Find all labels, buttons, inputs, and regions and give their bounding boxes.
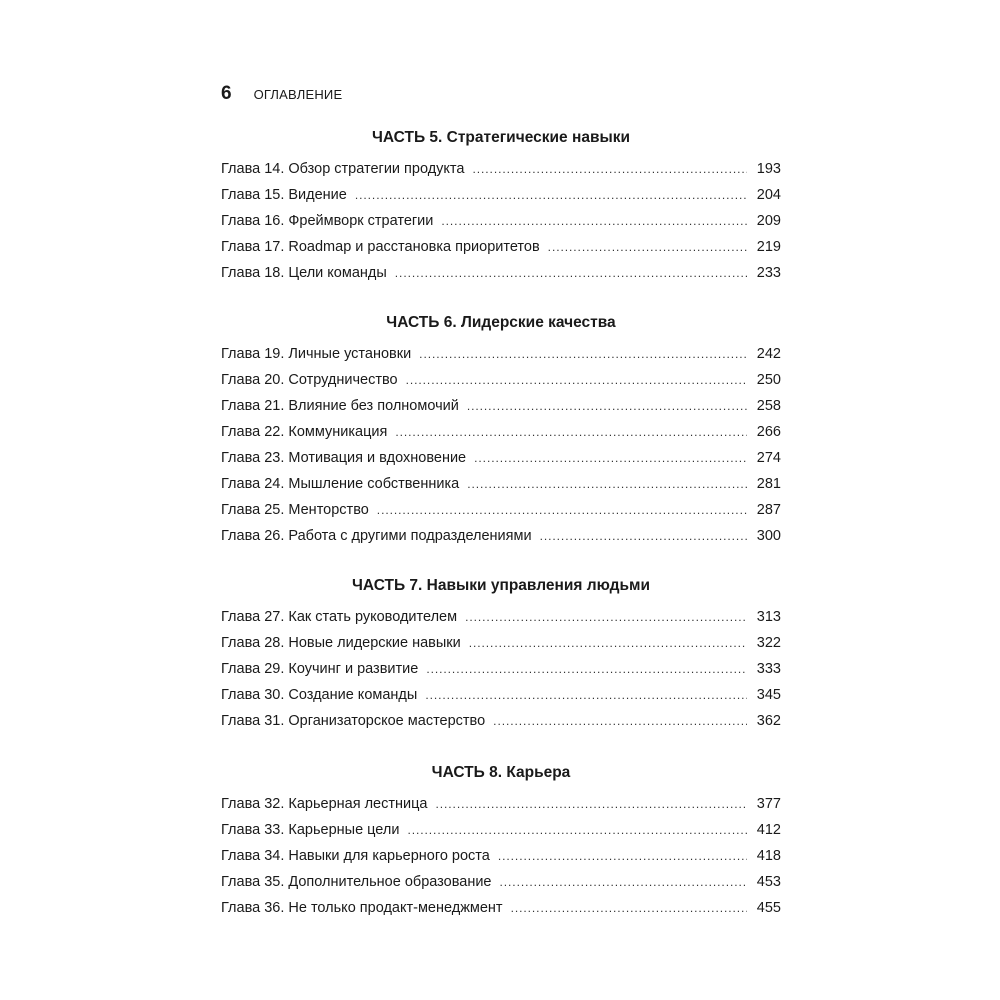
- toc-entry[interactable]: [221, 419, 781, 445]
- entry-page-number: 242: [756, 346, 781, 362]
- entry-title: Глава 34. Навыки для карьерного роста: [221, 848, 490, 864]
- toc-entry[interactable]: [221, 817, 781, 843]
- entry-page-number: 418: [756, 848, 781, 864]
- entry-page-number: 193: [756, 161, 781, 177]
- entry-page-number: 233: [756, 265, 781, 281]
- dot-leader: [426, 656, 747, 682]
- toc-section-part-6: [221, 310, 781, 549]
- entry-title: Глава 20. Сотрудничество: [221, 372, 398, 388]
- toc-entry[interactable]: [221, 234, 781, 260]
- dot-leader: [425, 682, 747, 708]
- toc-entries: [221, 341, 781, 549]
- entry-title: Глава 35. Дополнительное образование: [221, 874, 492, 890]
- dot-leader: [441, 208, 747, 234]
- entry-page-number: 219: [756, 239, 781, 255]
- entry-page-number: 345: [756, 687, 781, 703]
- toc-entry[interactable]: [221, 869, 781, 895]
- entry-title: Глава 15. Видение: [221, 187, 347, 203]
- entry-title: Глава 30. Создание команды: [221, 687, 418, 703]
- dot-leader: [406, 367, 747, 393]
- toc-entry[interactable]: [221, 208, 781, 234]
- page-number: 6: [221, 83, 232, 104]
- entry-title: Глава 27. Как стать руководителем: [221, 609, 458, 625]
- dot-leader: [377, 497, 747, 523]
- toc-entry[interactable]: [221, 260, 781, 286]
- toc-entry[interactable]: [221, 604, 781, 630]
- toc-entry[interactable]: [221, 708, 781, 734]
- entry-page-number: 250: [756, 372, 781, 388]
- dot-leader: [469, 630, 747, 656]
- entry-title: Глава 26. Работа с другими подразделениями: [221, 528, 532, 544]
- entry-page-number: 333: [756, 661, 781, 677]
- toc-entry[interactable]: [221, 182, 781, 208]
- entry-title: Глава 25. Менторство: [221, 502, 369, 518]
- entry-title: Глава 18. Цели команды: [221, 265, 387, 281]
- toc-entries: [221, 156, 781, 286]
- entry-title: Глава 22. Коммуникация: [221, 424, 388, 440]
- dot-leader: [435, 791, 747, 817]
- section-title: ЧАСТЬ 8. Карьера: [431, 764, 571, 781]
- dot-leader: [498, 843, 747, 869]
- entry-title: Глава 32. Карьерная лестница: [221, 796, 428, 812]
- toc-entry[interactable]: [221, 497, 781, 523]
- entry-title: Глава 33. Карьерные цели: [221, 822, 400, 838]
- dot-leader: [472, 156, 747, 182]
- dot-leader: [474, 445, 747, 471]
- entry-page-number: 281: [756, 476, 781, 492]
- running-head: [221, 80, 342, 108]
- entry-page-number: 322: [756, 635, 781, 651]
- dot-leader: [500, 869, 748, 895]
- entry-page-number: 266: [756, 424, 781, 440]
- entry-page-number: 313: [756, 609, 781, 625]
- dot-leader: [467, 471, 747, 497]
- toc-entry[interactable]: [221, 471, 781, 497]
- dot-leader: [511, 895, 747, 921]
- entry-page-number: 412: [756, 822, 781, 838]
- entry-title: Глава 23. Мотивация и вдохновение: [221, 450, 467, 466]
- entry-page-number: 258: [756, 398, 781, 414]
- entry-title: Глава 29. Коучинг и развитие: [221, 661, 419, 677]
- entry-title: Глава 17. Roadmap и расстановка приоритетов: [221, 239, 540, 255]
- toc-entries: [221, 604, 781, 734]
- dot-leader: [419, 341, 747, 367]
- dot-leader: [493, 708, 747, 734]
- entry-title: Глава 31. Организаторское мастерство: [221, 713, 486, 729]
- dot-leader: [540, 523, 747, 549]
- dot-leader: [465, 604, 747, 630]
- toc-entry[interactable]: [221, 895, 781, 921]
- entry-title: Глава 19. Личные установки: [221, 346, 412, 362]
- entry-title: Глава 36. Не только продакт-менеджмент: [221, 900, 503, 916]
- dot-leader: [395, 419, 747, 445]
- section-title: ЧАСТЬ 6. Лидерские качества: [386, 314, 616, 331]
- dot-leader: [467, 393, 747, 419]
- toc-entry[interactable]: [221, 523, 781, 549]
- toc-entry[interactable]: [221, 791, 781, 817]
- toc-section-part-5: [221, 125, 781, 286]
- toc-entry[interactable]: [221, 445, 781, 471]
- dot-leader: [407, 817, 747, 843]
- entry-page-number: 300: [756, 528, 781, 544]
- section-title: ЧАСТЬ 5. Стратегические навыки: [371, 129, 630, 146]
- dot-leader: [395, 260, 747, 286]
- running-title: ОГЛАВЛЕНИЕ: [253, 86, 343, 102]
- entry-page-number: 377: [756, 796, 781, 812]
- entry-title: Глава 16. Фреймворк стратегии: [221, 213, 434, 229]
- entry-page-number: 455: [756, 900, 781, 916]
- entry-page-number: 209: [756, 213, 781, 229]
- toc-entry[interactable]: [221, 843, 781, 869]
- entry-title: Глава 14. Обзор стратегии продукта: [221, 161, 465, 177]
- toc-entry[interactable]: [221, 630, 781, 656]
- dot-leader: [355, 182, 747, 208]
- entry-title: Глава 21. Влияние без полномочий: [221, 398, 459, 414]
- entry-title: Глава 24. Мышление собственника: [221, 476, 460, 492]
- toc-entry[interactable]: [221, 341, 781, 367]
- toc-entry[interactable]: [221, 393, 781, 419]
- entry-page-number: 204: [756, 187, 781, 203]
- toc-entries: [221, 791, 781, 921]
- entry-page-number: 287: [756, 502, 781, 518]
- entry-page-number: 274: [756, 450, 781, 466]
- entry-page-number: 453: [756, 874, 781, 890]
- toc-entry[interactable]: [221, 682, 781, 708]
- dot-leader: [548, 234, 747, 260]
- section-title: ЧАСТЬ 7. Навыки управления людьми: [352, 577, 650, 594]
- toc-entry[interactable]: [221, 367, 781, 393]
- toc-entry[interactable]: [221, 156, 781, 182]
- entry-page-number: 362: [756, 713, 781, 729]
- entry-title: Глава 28. Новые лидерские навыки: [221, 635, 461, 651]
- toc-section-part-7: [221, 573, 781, 734]
- toc-entry[interactable]: [221, 656, 781, 682]
- toc-section-part-8: [221, 760, 781, 921]
